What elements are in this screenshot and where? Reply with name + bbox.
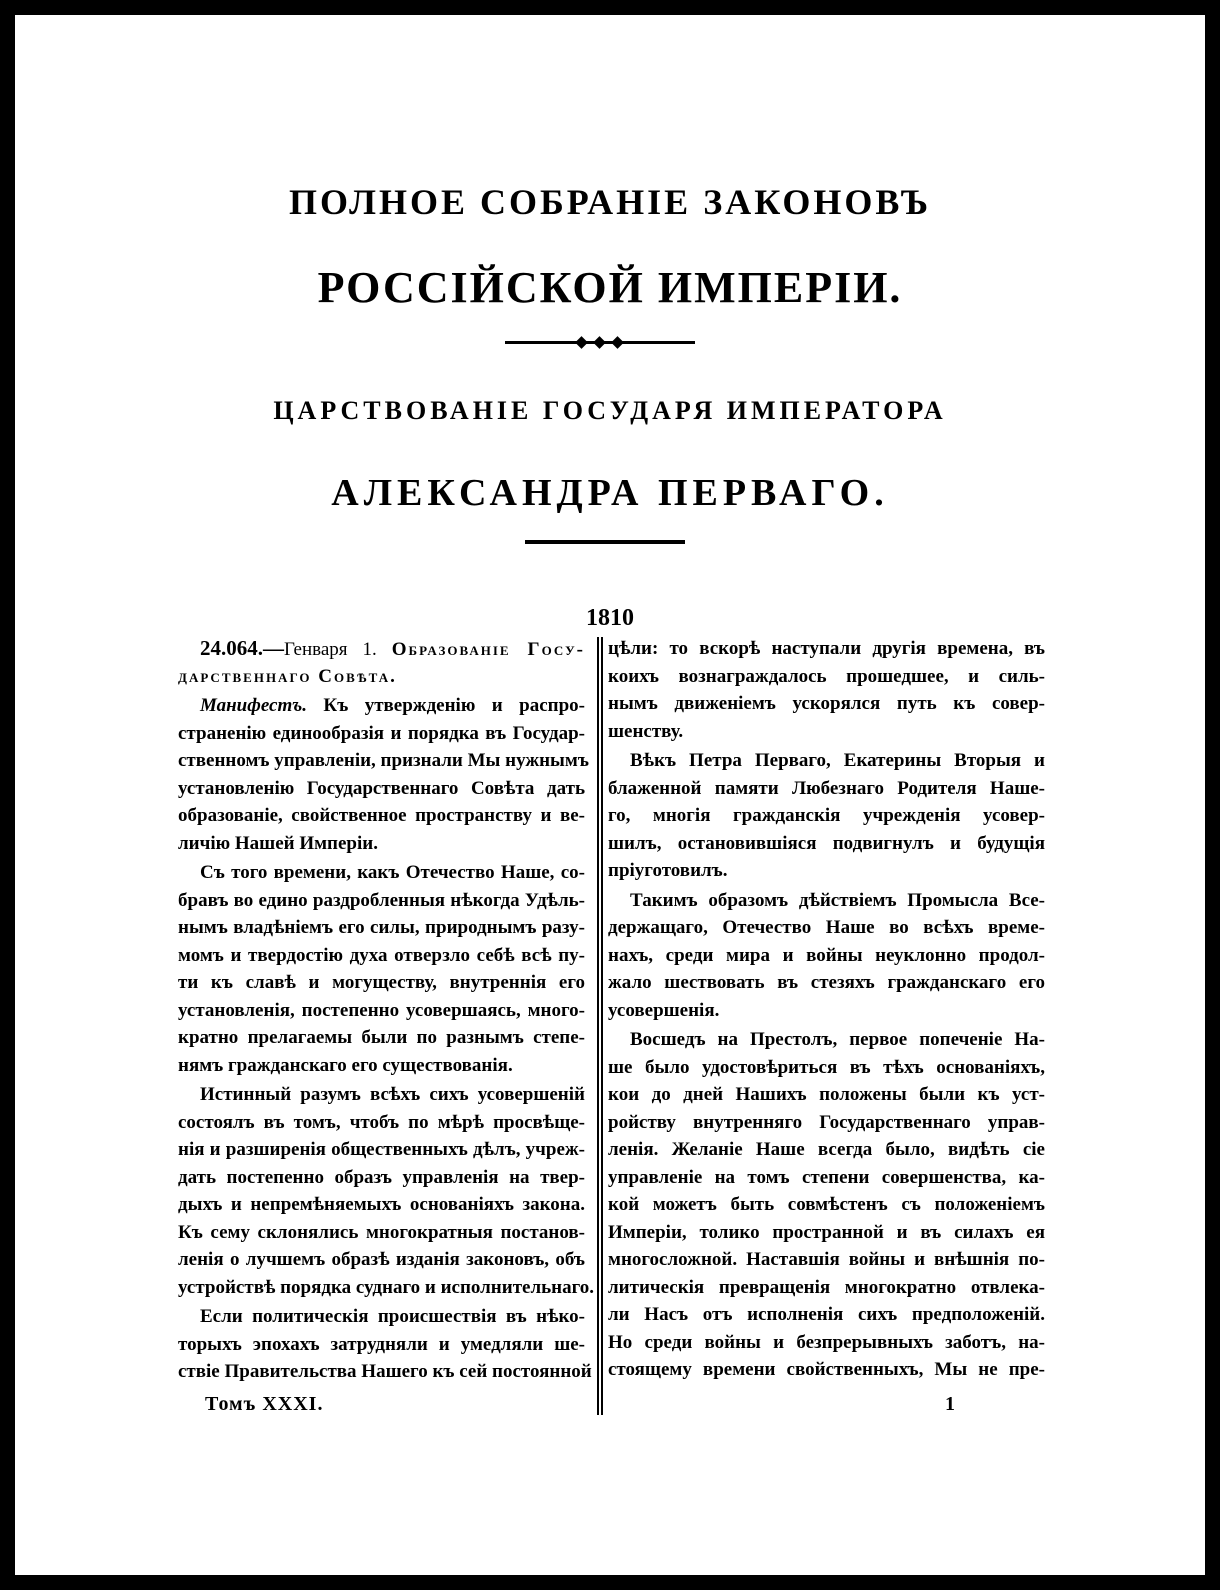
text-line: нымъ движеніемъ ускорялся путь къ совер- [608,693,1045,714]
text-fragment: Къ утвержденію и распро- [307,695,585,716]
volume-label: Томъ XXXI. [205,1393,324,1415]
reign-heading: ЦАРСТВОВАНІЕ ГОСУДАРЯ ИМПЕРАТОРА [273,396,947,425]
text-line: управленіе на томъ степени совершенства, ка- [608,1166,1045,1188]
text-line: усовершенія. [608,999,720,1021]
text-line: устройствѣ порядка суднаго и исполнительнаго. [178,1276,595,1298]
rule-ornament [611,336,624,349]
text-line: кои до дней Нашихъ положены были къ уст- [608,1084,1045,1105]
entry-number: 24.064.— [200,636,284,660]
text-line: Если политическія происшествія въ нѣко- [200,1306,585,1327]
paragraph [608,635,1045,745]
ornamental-rule [505,341,695,344]
text-line: Но среди войны и безпрерывныхъ заботъ, на- [608,1331,1045,1353]
text-line: ше было удостовѣриться въ тѣхъ основаніяхъ, [608,1056,1045,1078]
text-line: дать постепенно образъ управленія на твер- [178,1166,585,1188]
text-line: ти къ славѣ и могуществу, внутреннія его [178,972,585,993]
text-line: шилъ, остановившіяся подвигнулъ и будущія [608,832,1045,854]
paragraph [178,1303,592,1386]
text-line: литическія превращенія многократно отвлека- [608,1276,1045,1298]
text-line: бравъ во едино раздробленныя нѣкогда Удѣль- [178,889,585,911]
text-line: многосложной. Наставшія войны и внѣшнія по- [608,1249,1045,1270]
text-line: страненію единообразія и порядка въ Государ- [178,722,585,744]
text-line: торыхъ эпохахъ затрудняли и умедляли ше- [178,1333,585,1355]
text-line: пріуготовилъ. [608,860,728,881]
text-line: установленія, постепенно усовершаясь, много- [178,999,585,1021]
text-line [178,663,585,691]
text-line: блаженной памяти Любезнаго Родителя Наше- [608,777,1045,799]
entry-heading [178,635,585,690]
text-line: нямъ гражданскаго его существованія. [178,1054,513,1076]
text-line: установленію Государственнаго Совѣта дать [178,777,585,799]
text-line: ленія о лучшемъ образѣ изданія законовъ, объ [178,1249,585,1270]
text-line: нымъ владѣніемъ его силы, природнымъ разу- [178,917,585,938]
text-line: стоящему времени свойственныхъ, Мы не пре- [608,1359,1045,1380]
text-line: момъ и твердостію духа отверзло себѣ всѣ пу- [178,944,585,966]
text-line: дыхъ и непремѣняемыхъ основаніяхъ закона. [178,1194,585,1215]
text-line: личію Нашей Имперіи. [178,832,378,854]
text-line: нахъ, среди мира и войны неуклонно продол- [608,944,1045,966]
entry-date: Генваря 1. [284,639,392,660]
text-line: кратно прелагаемы были по разнымъ степе- [178,1027,585,1048]
paragraph [608,747,1045,885]
document-page [15,15,1205,1575]
title-line-2: РОССІЙСКОЙ ИМПЕРІИ. [317,263,903,312]
rule-ornament [593,336,606,349]
text-line: Имперіи, толико пространной и въ силахъ ея [608,1221,1045,1243]
right-column [608,635,1045,1386]
rule-ornament [575,336,588,349]
page-number: 1 [945,1393,955,1415]
text-line: ствіе Правительства Нашего къ сей постоянной [178,1361,592,1382]
text-line: ройству внутренняго Государственнаго управ- [608,1111,1045,1133]
text-line: коихъ вознаграждалось прошедшее, и силь- [608,665,1045,687]
title-line-1: ПОЛНОЕ СОБРАНІЕ ЗАКОНОВЪ [288,182,932,222]
left-column [178,635,595,1388]
text-line: состоялъ въ томъ, чтобъ по мѣрѣ просвѣще- [178,1111,585,1133]
text-line: Восшедъ на Престолъ, первое попеченіе На- [630,1029,1045,1050]
entry-title-cont: дарственнаго Совѣта. [178,665,397,687]
paragraph [178,859,585,1079]
text-line: Вѣкъ Петра Перваго, Екатерины Вторыя и [630,750,1045,771]
document-type: Манифестъ. [200,695,307,716]
paragraph [608,887,1045,1025]
text-line [178,635,585,663]
text-line: Къ сему склонялись многократныя постанов- [178,1221,585,1243]
paragraph [178,692,589,857]
paragraph [608,1026,1045,1384]
emperor-heading: АЛЕКСАНДРА ПЕРВАГО. [331,472,889,514]
text-line: го, многія гражданскія учрежденія усовер- [608,805,1045,826]
text-line: образованіе, свойственное пространству и ве- [178,805,585,826]
text-line [178,692,585,720]
text-line: жало шествовать въ стезяхъ гражданскаго его [608,972,1045,993]
paragraph [178,1081,595,1301]
text-line: ленія. Желаніе Наше всегда было, видѣть сіе [608,1139,1045,1160]
text-line: кой можетъ быть совмѣстенъ съ положеніемъ [608,1194,1045,1215]
text-line: шенству. [608,720,684,742]
ornamental-rule [525,540,685,544]
text-line: Съ того времени, какъ Отечество Наше, со- [200,862,585,883]
text-line: Истинный разумъ всѣхъ сихъ усовершеній [200,1084,585,1105]
text-line: нія и разширенія общественныхъ дѣлъ, учреж- [178,1139,585,1160]
text-line: Такимъ образомъ дѣйствіемъ Промысла Все- [630,889,1045,911]
column-divider [597,637,603,1415]
text-line: держащаго, Отечество Наше во всѣхъ време- [608,917,1045,938]
year-heading: 1810 [586,605,634,631]
text-line: ли Насъ отъ исполненія сихъ предположеній. [608,1304,1045,1325]
text-line: цѣли: то вскорѣ наступали другія времена, въ [608,638,1045,659]
entry-title: Образованіе Госу- [391,639,585,660]
text-line: ственномъ управленіи, признали Мы нужнымъ [178,750,589,771]
